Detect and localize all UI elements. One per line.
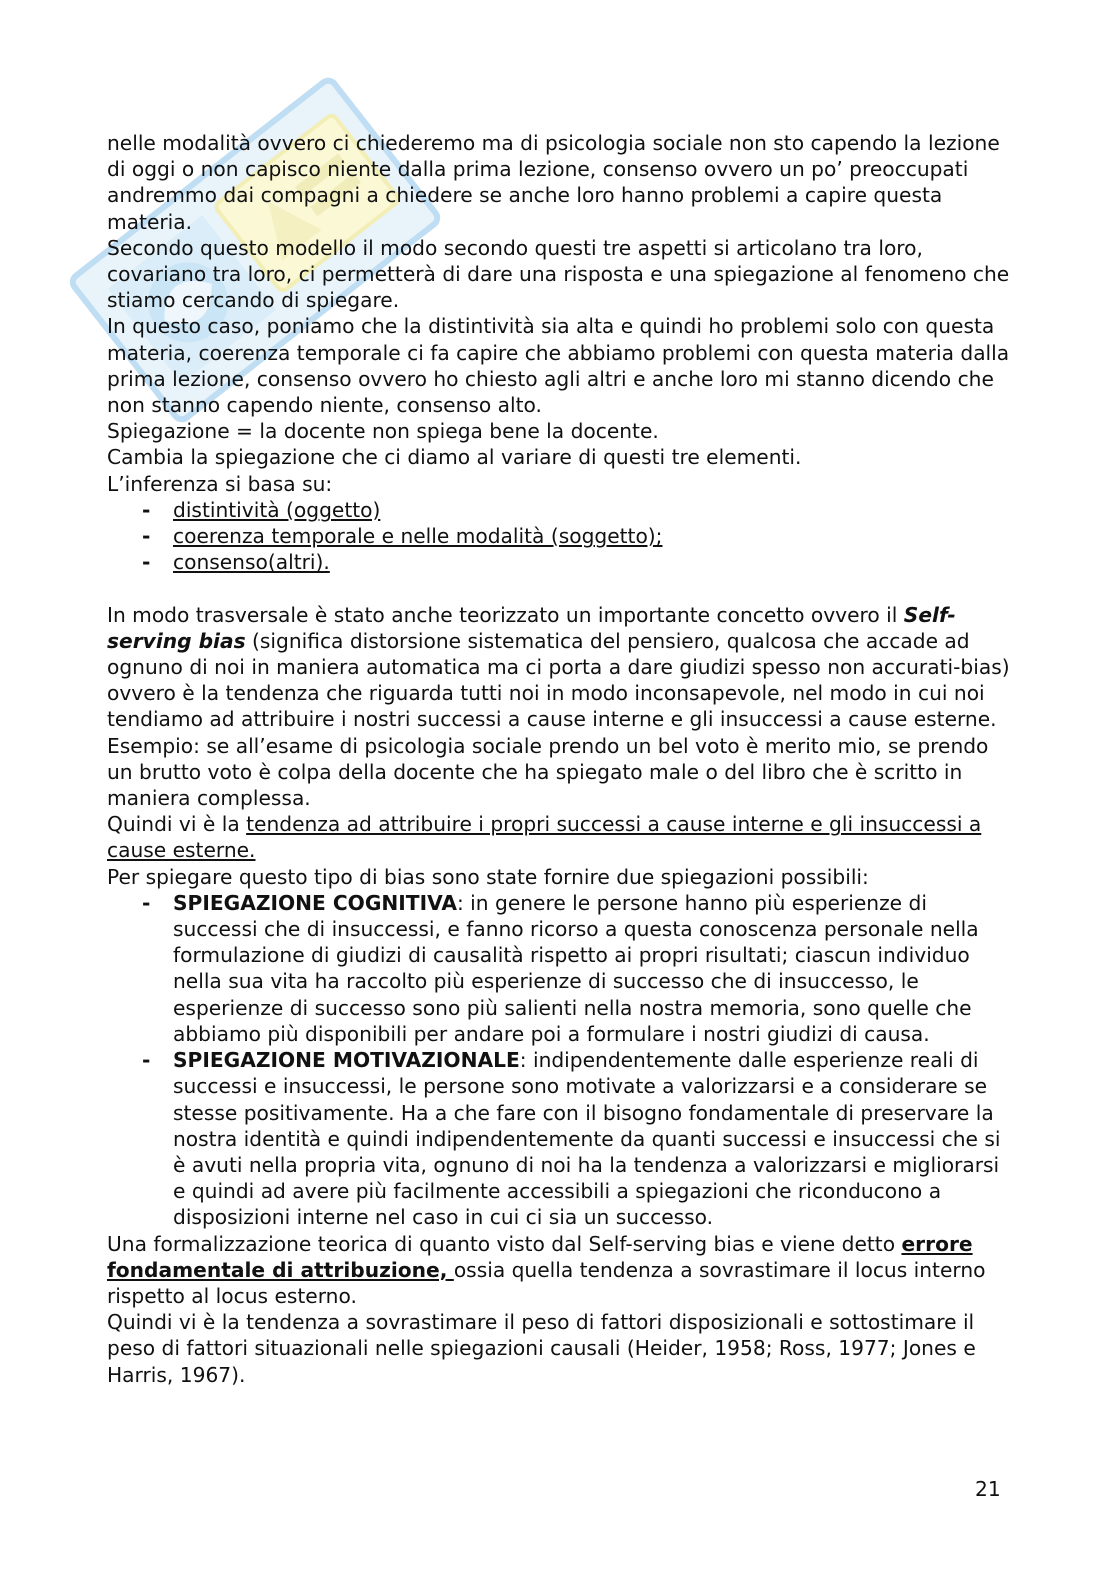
fundamental-attribution-error-term: errore fondamentale di attribuzione,: [107, 1231, 973, 1282]
paragraph-3: In questo caso, poniamo che la distintività sia alta e quindi ho problemi solo con questa materia, coerenza temporale ci fa capire che abbiamo problemi con questa materia dalla prima lezione, consenso ovvero ho chiesto agli altri e anche loro mi stanno dicendo che non stanno capendo niente, consenso alto.: [107, 314, 1010, 418]
paragraph-11: Quindi vi è la tendenza a sovrastimare il peso di fattori disposizionali e sottostimare il peso di fattori situazionali nelle spiegazioni causali (Heider, 1958; Ross, 1977; Jones e Harris, 1967).: [107, 1310, 976, 1387]
paragraph-7: [107, 602, 1012, 812]
paragraph-6: L’inferenza si basa su:: [107, 471, 333, 496]
paragraph-4: Spiegazione = la docente non spiega bene la docente.: [107, 419, 659, 444]
list-item: [107, 523, 1012, 549]
paragraph-7-lead: In modo trasversale è stato anche teorizzato un importante concetto ovvero il: [107, 602, 904, 627]
paragraph-8: [107, 811, 1012, 863]
list-item-text: coerenza temporale e nelle modalità (soggetto);: [173, 524, 663, 549]
paragraph-7-body: (significa distorsione sistematica del pensiero, qualcosa che accade ad ognuno di noi in maniera automatica ma ci porta a dare giudizi spesso non accurati-bias) ovvero è la tendenza che riguarda tutti noi in modo inconsapevole, nel modo in cui noi tendiamo ad attribuire i nostri successi a cause interne e gli insuccessi a cause esterne. Esempio: se all’esame di psicologia sociale prendo un bel voto è merito mio, se prendo un brutto voto è colpa della docente che ha spiegato male o del libro che è scritto in maniera complessa.: [107, 628, 1010, 811]
paragraph-10-lead: Una formalizzazione teorica di quanto visto dal Self-serving bias e viene detto: [107, 1231, 902, 1256]
paragraph-8-underlined: tendenza ad attribuire i propri successi a cause interne e gli insuccessi a cause esterne.: [107, 812, 982, 863]
inference-basis-list: [107, 497, 1012, 576]
paragraph-9: Per spiegare questo tipo di bias sono state fornire due spiegazioni possibili:: [107, 864, 869, 889]
paragraph-5: Cambia la spiegazione che ci diamo al variare di questi tre elementi.: [107, 445, 802, 470]
paragraph-8-lead: Quindi vi è la: [107, 812, 247, 837]
paragraph-2: Secondo questo modello il modo secondo questi tre aspetti si articolano tra loro, covariano tra loro, ci permetterà di dare una risposta e una spiegazione al fenomeno che stiamo cercando di spiegare.: [107, 235, 1010, 313]
list-item-text: : in genere le persone hanno più esperienze di successi che di insuccessi, e fanno ricorso a questa conoscenza personale nella formulazione di giudizi di causalità rispetto ai propri risultati; ciascun individuo nella sua vita ha raccolto più esperienze di successo che di insuccesso, le esperienze di successo sono più salienti nella nostra memoria, sono quelle che abbiamo più disponibili per andare poi a formulare i nostri giudizi di causa.: [173, 890, 979, 1046]
paragraph-10-body: ossia quella tendenza a sovrastimare il locus interno rispetto al locus esterno.: [107, 1257, 986, 1308]
blank-line: [107, 575, 1012, 601]
list-item-text: distintività (oggetto): [173, 497, 381, 522]
document-body: [107, 130, 1012, 1388]
list-item-heading: SPIEGAZIONE MOTIVAZIONALE: [173, 1048, 520, 1073]
list-item-text: consenso(altri).: [173, 550, 330, 575]
page-number: 21: [975, 1477, 1001, 1501]
list-item-heading: SPIEGAZIONE COGNITIVA: [173, 890, 457, 915]
list-item: [107, 497, 1012, 523]
paragraph-10: [107, 1231, 1012, 1310]
list-item-text: : indipendentemente dalle esperienze reali di successi e insuccessi, le persone sono motivate a valorizzarsi e a considerare se stesse positivamente. Ha a che fare con il bisogno fondamentale di preservare la nostra identità e quindi indipendentemente da quanti successi e insuccessi che si è avuti nella propria vita, ognuno di noi ha la tendenza a valorizzarsi e migliorarsi e quindi ad avere più facilmente accessibili a spiegazioni che riconducono a disposizioni interne nel caso in cui ci sia un successo.: [173, 1048, 1001, 1230]
list-item: [107, 549, 1012, 575]
explanations-list: [107, 890, 1012, 1231]
self-serving-bias-term: Self-serving bias: [107, 602, 956, 653]
list-item: [107, 890, 1012, 1047]
list-item: [107, 1047, 1012, 1230]
paragraph-1: nelle modalità ovvero ci chiederemo ma di psicologia sociale non sto capendo la lezione di oggi o non capisco niente dalla prima lezione, consenso ovvero un po’ preoccupati andremmo dai compagni a chiedere se anche loro hanno problemi a capire questa materia.: [107, 131, 1000, 234]
